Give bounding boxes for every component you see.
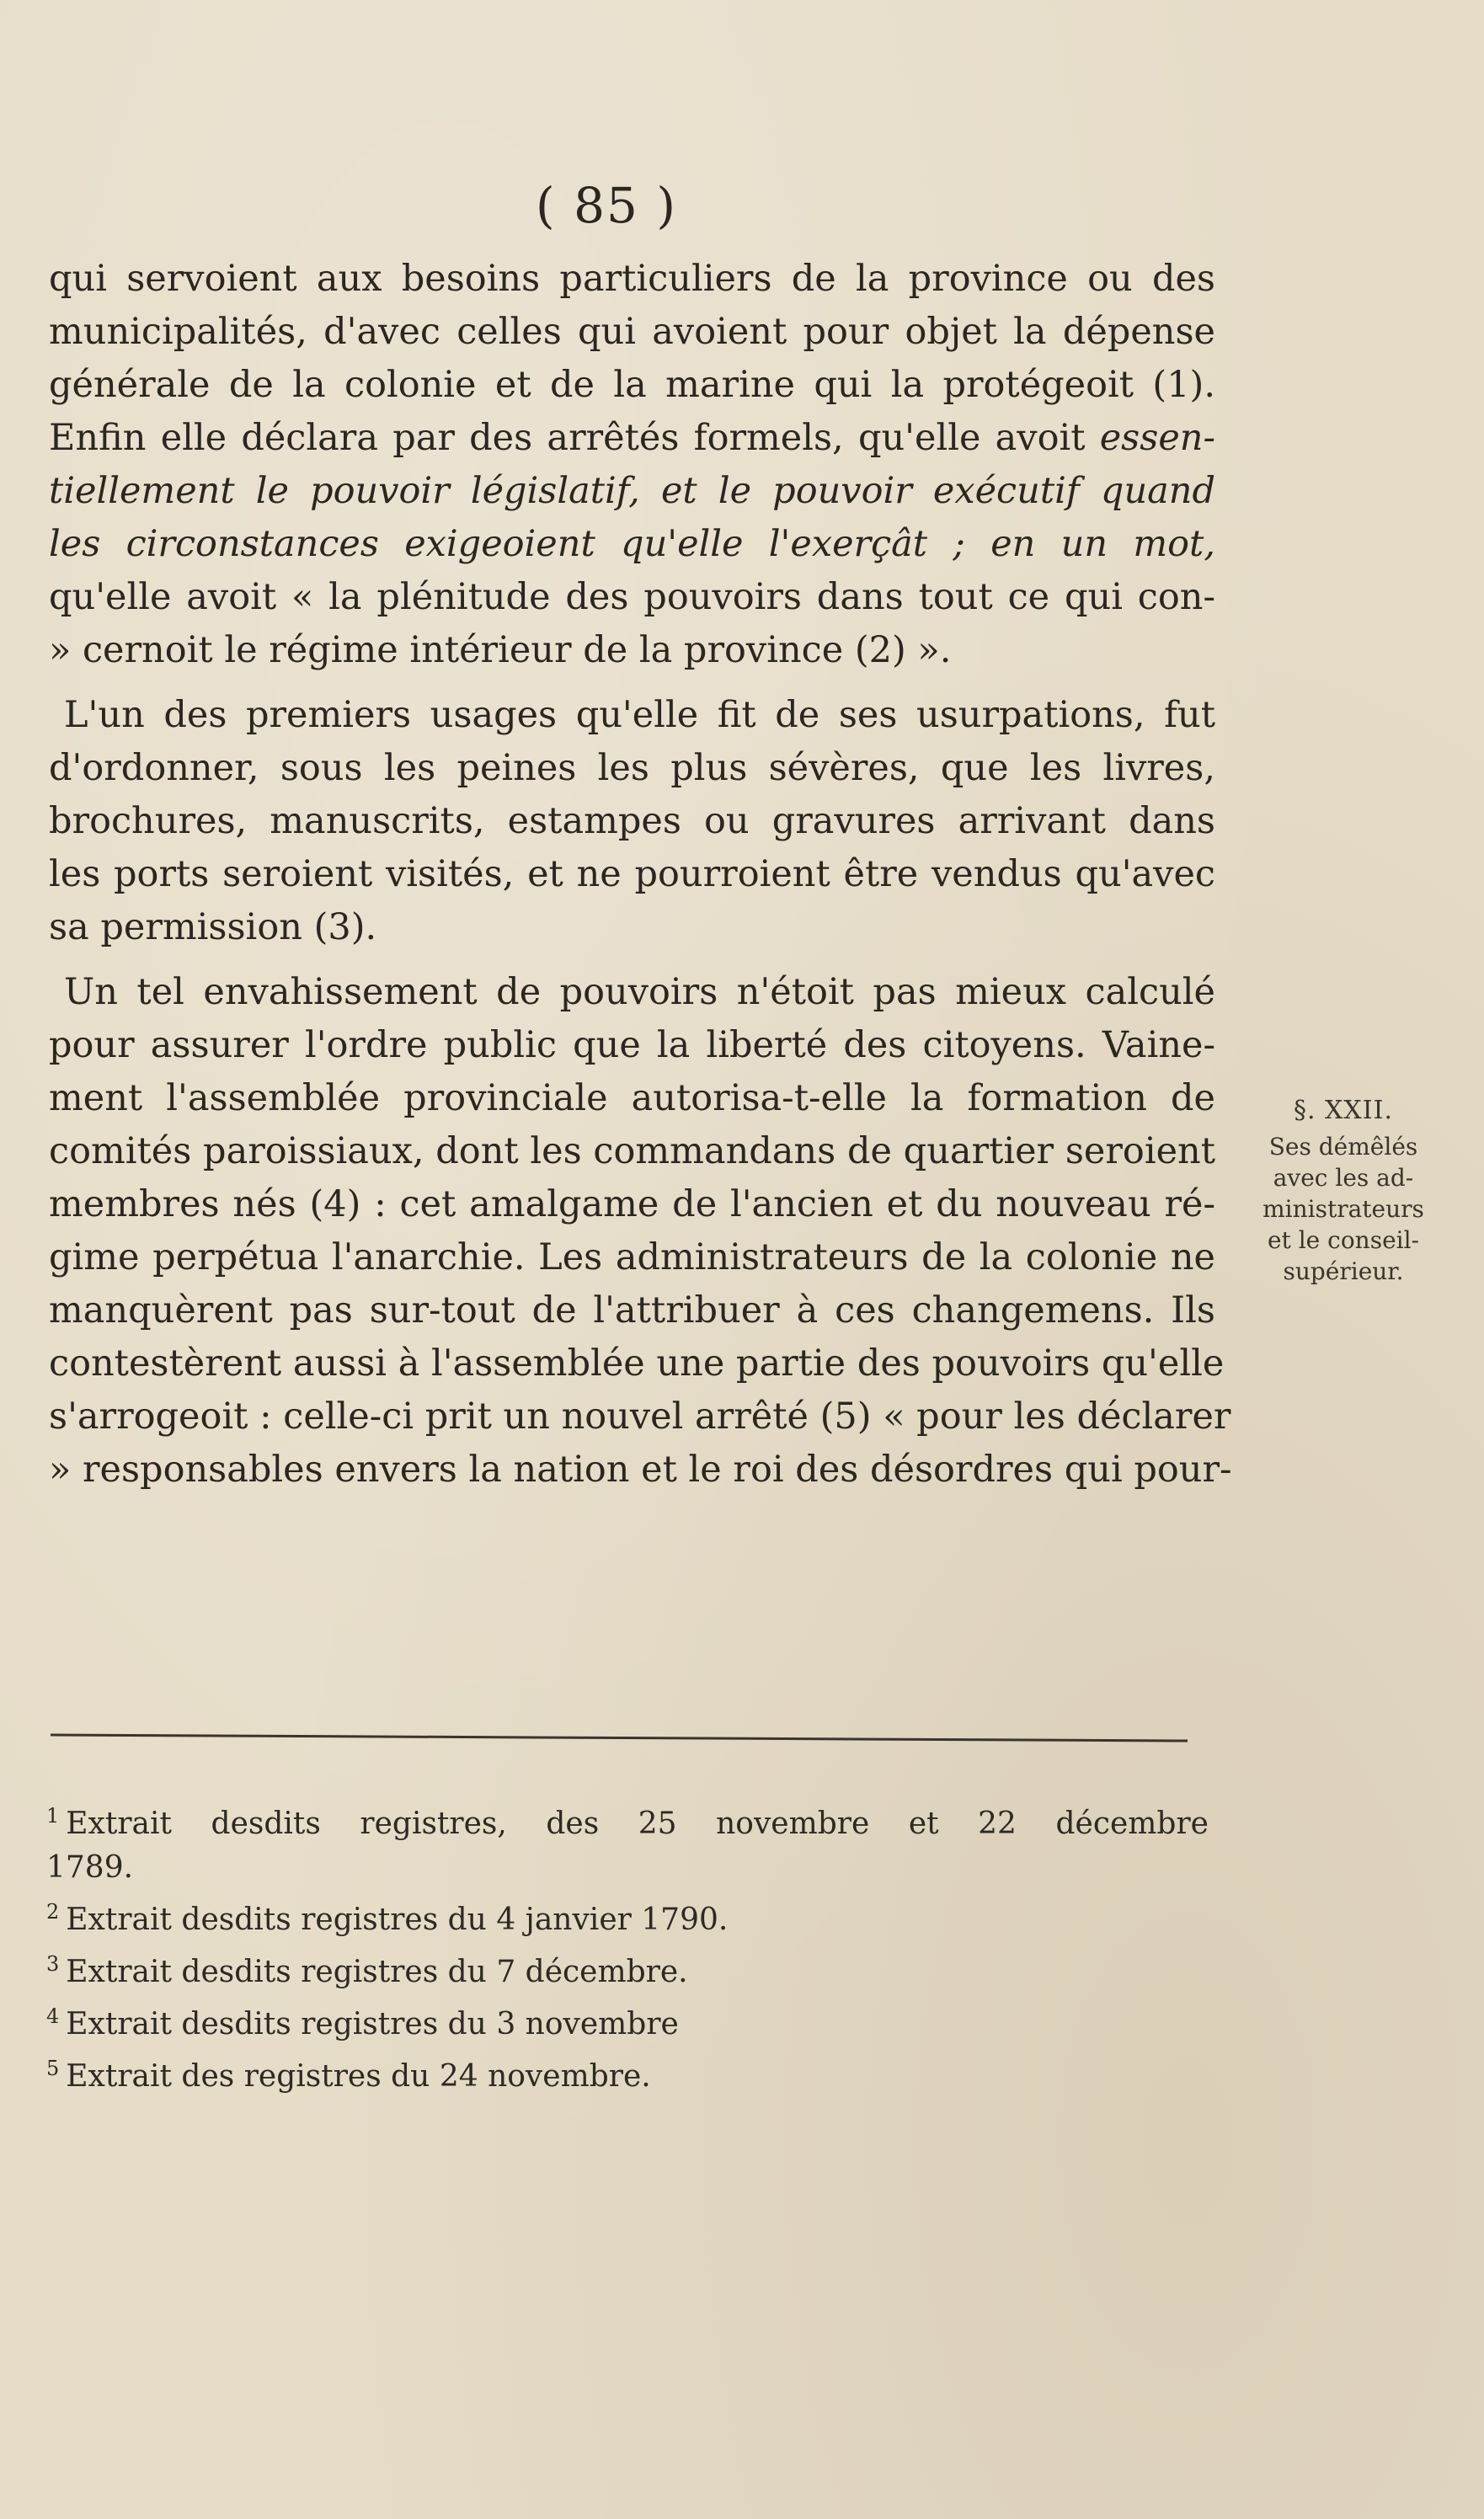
text-line: membres nés (4) : cet amalgame de l'ancien et du nouveau ré- xyxy=(49,1183,1215,1225)
margin-note-line: Ses démêlés xyxy=(1268,1133,1418,1161)
footnote xyxy=(46,1994,1209,2047)
margin-section-number: §. XXII. xyxy=(1293,1096,1394,1125)
margin-note-line: et le conseil- xyxy=(1267,1226,1420,1254)
footnote xyxy=(46,1942,1209,1994)
text-line: manquèrent pas sur-tout de l'attribuer à ces changemens. Ils xyxy=(49,1289,1215,1332)
footnote-number: 5 xyxy=(46,2057,60,2080)
text-line: contestèrent aussi à l'assemblée une partie des pouvoirs qu'elle xyxy=(49,1342,1225,1385)
text-line: Un tel envahissement de pouvoirs n'étoit pas mieux calculé xyxy=(64,971,1215,1013)
text-line: municipalités, d'avec celles qui avoient pour objet la dépense xyxy=(49,311,1215,353)
footnotes xyxy=(46,1794,1209,2099)
body-text xyxy=(49,253,1232,1497)
text-line: les ports seroient visités, et ne pourroient être vendus qu'avec xyxy=(49,853,1215,895)
footnote-text: Extrait desdits registres du 4 janvier 1790. xyxy=(66,1903,729,1937)
footnote xyxy=(46,1890,1209,1942)
text-line: » responsables envers la nation et le roi des désordres qui pour- xyxy=(49,1449,1232,1491)
footnote-number: 4 xyxy=(46,2004,60,2028)
text-line: tiellement le pouvoir législatif, et le pouvoir exécutif quand xyxy=(49,470,1215,512)
text-line: qui servoient aux besoins particuliers de la province ou des xyxy=(49,258,1215,300)
footnote-text: Extrait desdits registres du 7 décembre. xyxy=(66,1955,688,1989)
margin-note-line: ministrateurs xyxy=(1262,1195,1424,1223)
text-line: qu'elle avoit « la plénitude des pouvoirs dans tout ce qui con- xyxy=(49,576,1215,618)
text-line: d'ordonner, sous les peines les plus sévères, que les livres, xyxy=(49,747,1215,789)
footnote-text: 1789. xyxy=(46,1850,134,1885)
page-number: ( 85 ) xyxy=(536,177,677,234)
footnote-text: Extrait desdits registres du 3 novembre xyxy=(66,2007,679,2041)
margin-note-line: avec les ad- xyxy=(1273,1164,1414,1192)
footnote-divider xyxy=(51,1733,1188,1742)
text-line: » cernoit le régime intérieur de la province (2) ». xyxy=(49,629,952,671)
text-line: sa permission (3). xyxy=(49,906,377,948)
text-line: L'un des premiers usages qu'elle fit de ses usurpations, fut xyxy=(64,694,1215,736)
text-line: comités paroissiaux, dont les commandans de quartier seroient xyxy=(49,1130,1215,1172)
footnote-continuation xyxy=(46,1846,1209,1890)
footnote-number: 1 xyxy=(46,1804,60,1828)
footnote-number: 2 xyxy=(46,1900,60,1924)
text-fragment: Enfin elle déclara par des arrêtés formels, qu'elle avoit xyxy=(49,417,1086,459)
margin-note xyxy=(1217,1095,1470,1287)
text-line: générale de la colonie et de la marine qui la protégeoit (1). xyxy=(49,364,1215,406)
italic-fragment: essen- xyxy=(1099,417,1215,459)
text-line: pour assurer l'ordre public que la liberté des citoyens. Vaine- xyxy=(49,1024,1215,1066)
text-line: ment l'assemblée provinciale autorisa-t-elle la formation de xyxy=(49,1077,1215,1119)
footnote-number: 3 xyxy=(46,1952,60,1976)
text-line: les circonstances exigeoient qu'elle l'exerçât ; en un mot, xyxy=(49,523,1215,565)
text-line: gime perpétua l'anarchie. Les administrateurs de la colonie ne xyxy=(49,1236,1215,1278)
footnote xyxy=(46,1794,1209,1846)
footnote-text: Extrait des registres du 24 novembre. xyxy=(66,2059,651,2094)
text-line-with-italic xyxy=(49,412,1215,465)
text-line: s'arrogeoit : celle-ci prit un nouvel arrêté (5) « pour les déclarer xyxy=(49,1396,1231,1438)
margin-note-line: supérieur. xyxy=(1283,1257,1404,1285)
text-line: brochures, manuscrits, estampes ou gravures arrivant dans xyxy=(49,800,1215,842)
footnote xyxy=(46,2047,1209,2099)
footnote-text: Extrait desdits registres, des 25 novembre et 22 décembre xyxy=(66,1807,1209,1841)
